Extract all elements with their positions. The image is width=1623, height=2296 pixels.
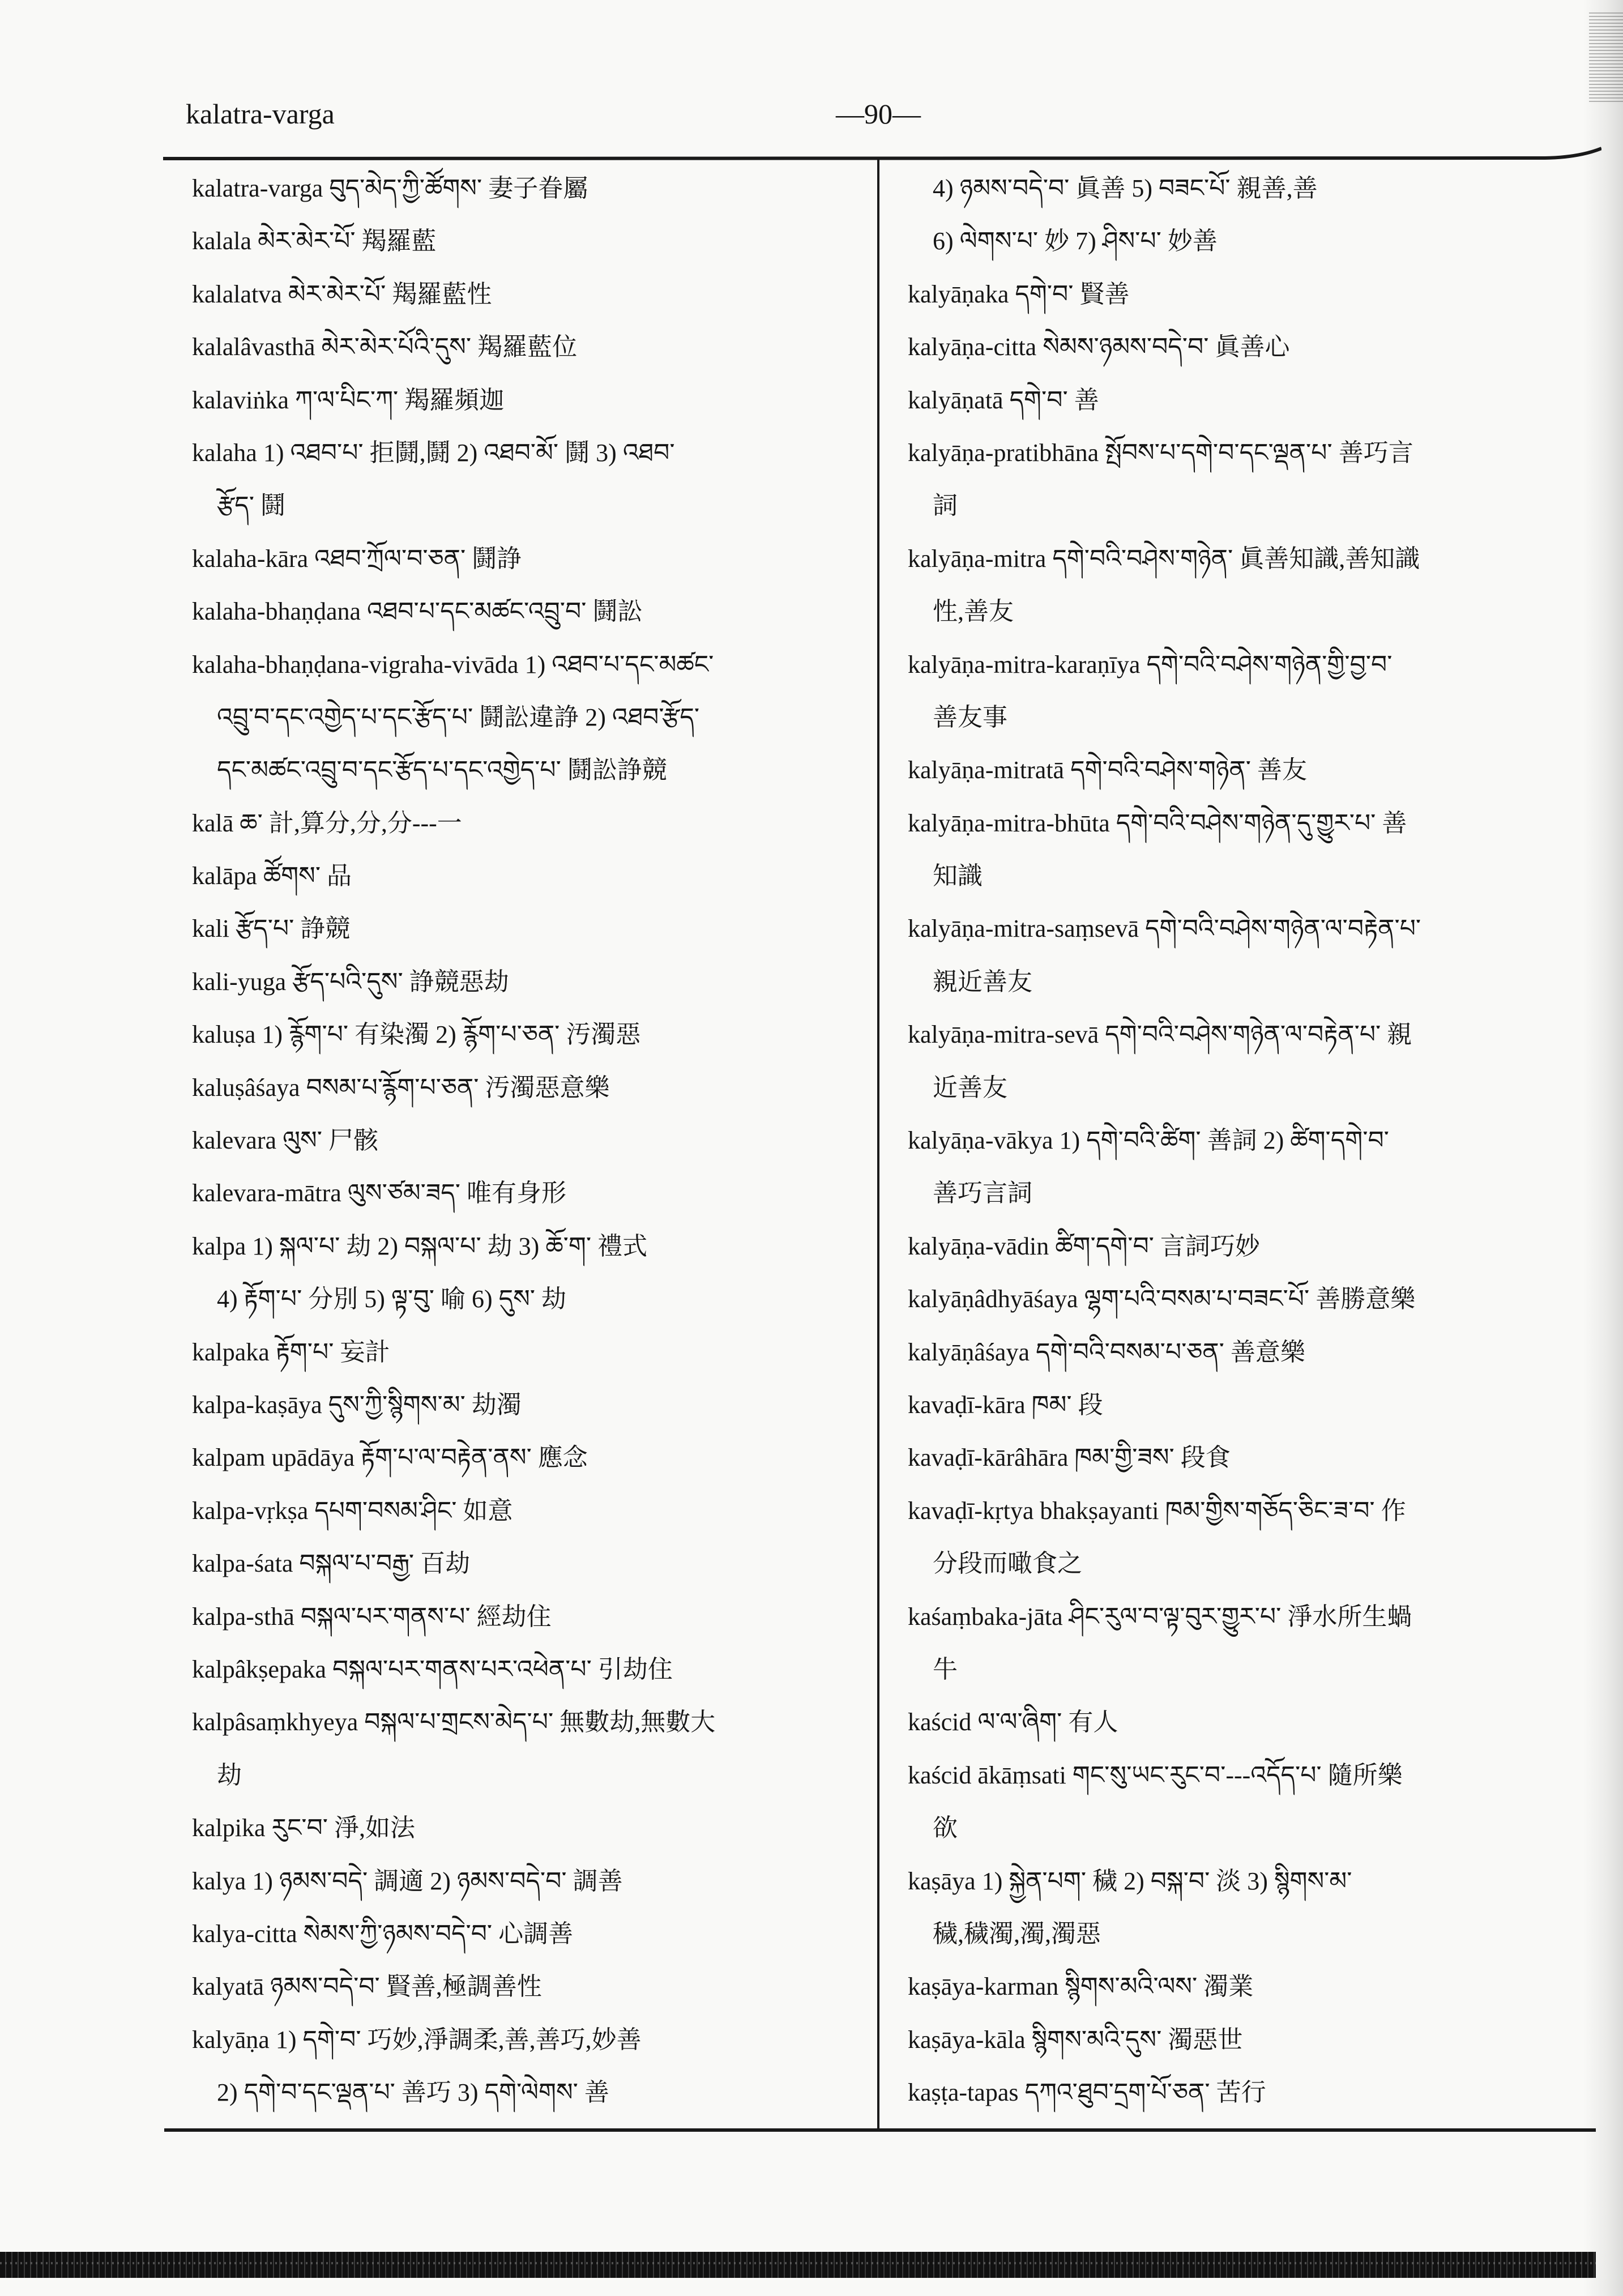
scan-edge-shadow: [1583, 0, 1623, 2296]
entry-continuation-line: 善友事: [933, 703, 1007, 731]
dictionary-entry: kalpika རུང་བ་ 淨,如法: [192, 1814, 415, 1842]
dictionary-entry: kalyāṇa-mitra དགེ་བའི་བཤེས་གཉེན་ 眞善知識,善知識: [908, 544, 1420, 573]
dictionary-entry: kaśaṃbaka-jāta ཤིང་རུལ་བ་ལྟ་བུར་གྱུར་པ་ 淨水所生蝸: [908, 1602, 1412, 1631]
entry-continuation-line: 劫: [217, 1761, 242, 1789]
dictionary-entry: kalpaka རྟོག་པ་ 妄計: [192, 1338, 390, 1366]
dictionary-entry: kaścid ākāṃsati གང་སུ་ཡང་རུང་བ་---འདོད་པ་ 隨所樂: [908, 1761, 1403, 1789]
dictionary-entry: kalā ཆ་ 計,算分,分,分---一: [192, 809, 462, 837]
dictionary-entry: kalyāṇâśaya དགེ་བའི་བསམ་པ་ཅན་ 善意樂: [908, 1338, 1305, 1366]
dictionary-entry: kavaḍī-kāra ཁམ་ 段: [908, 1390, 1103, 1419]
dictionary-entry: kalpa-sthā བསྐལ་པར་གནས་པ་ 經劫住: [192, 1602, 552, 1631]
dictionary-entry: kalevara ལུས་ 尸骸: [192, 1126, 378, 1155]
dictionary-entry: kaṣāya 1) སྐྱེན་པག་ 穢 2) བསྐ་བ་ 淡 3) སྙིགས་མ་: [908, 1867, 1352, 1895]
dictionary-entry: kalaha-bhaṇḍana-vigraha-vivāda 1) འཐབ་པ་དང་མཚང་: [192, 650, 714, 678]
dictionary-entry: kaluṣa 1) རྙོག་པ་ 有染濁 2) རྙོག་པ་ཅན་ 汚濁惡: [192, 1021, 641, 1049]
dictionary-entry: kalyāṇa-mitra-bhūta དགེ་བའི་བཤེས་གཉེན་དུ་གྱུར་པ་ 善: [908, 809, 1407, 837]
dictionary-entry: kalalâvasthā མེར་མེར་པོའི་དུས་ 羯羅藍位: [192, 333, 578, 361]
dictionary-entry: kaluṣâśaya བསམ་པ་རྙོག་པ་ཅན་ 汚濁惡意樂: [192, 1073, 610, 1102]
dictionary-entry: kalyāṇa-mitra-saṃsevā དགེ་བའི་བཤེས་གཉེན་ལ་བརྟེན་པ་: [908, 915, 1421, 943]
dictionary-entry: kalatra-varga བུད་མེད་ཀྱི་ཚོགས་ 妻子眷屬: [192, 174, 588, 202]
dictionary-entry: kalya 1) ཉམས་བདེ་ 調適 2) ཉམས་བདེ་བ་ 調善: [192, 1867, 623, 1895]
left-column: [192, 162, 872, 2127]
dictionary-entry: kalaha 1) འཐབ་པ་ 拒鬪,鬪 2) འཐབ་མོ་ 鬪 3) འཐབ་: [192, 438, 675, 467]
entry-continuation-line: 牛: [933, 1655, 958, 1683]
dictionary-entry: kali-yuga རྩོད་པའི་དུས་ 諍競惡劫: [192, 967, 509, 996]
entry-continuation-line: དང་མཚང་འབྲུ་བ་དང་རྩོད་པ་དང་འགྱེད་པ་ 鬪訟諍競: [217, 756, 667, 784]
dictionary-entry: kalyāṇa-citta སེམས་ཉམས་བདེ་བ་ 眞善心: [908, 333, 1290, 361]
dictionary-entry: kalyāṇaka དགེ་བ་ 賢善: [908, 280, 1130, 308]
dictionary-entry: kalaha-kāra འཐབ་ཀྲོལ་བ་ཅན་ 鬪諍: [192, 544, 522, 573]
dictionary-entry: kalāpa ཚོགས་ 品: [192, 862, 352, 890]
entry-continuation-line: འབྲུ་བ་དང་འགྱེད་པ་དང་རྩོད་པ་ 鬪訟違諍 2) འཐབ་རྩོད་: [217, 703, 700, 731]
dictionary-entry: kali རྩོད་པ་ 諍競: [192, 915, 351, 943]
entry-continuation-line: 4) རྟོག་པ་ 分別 5) ལྟ་བུ་ 喻 6) དུས་ 劫: [217, 1285, 567, 1313]
entry-continuation-line: 知識: [933, 862, 983, 890]
scan-border-texture: [0, 2262, 1596, 2264]
dictionary-entry: kalpa 1) སྐལ་པ་ 劫 2) བསྐལ་པ་ 劫 3) ཆོ་ག་ 禮式: [192, 1232, 648, 1260]
dictionary-entry: kalaha-bhaṇḍana འཐབ་པ་དང་མཚང་འབྲུ་བ་ 鬪訟: [192, 598, 643, 626]
entry-continuation-line: 4) ཉམས་བདེ་བ་ 眞善 5) བཟང་པོ་ 親善,善: [933, 174, 1318, 202]
entry-continuation-line: 欲: [933, 1814, 958, 1842]
dictionary-entry: kalpa-kaṣāya དུས་ཀྱི་སྙིགས་མ་ 劫濁: [192, 1390, 522, 1419]
entry-continuation-line: 親近善友: [933, 967, 1032, 996]
entry-continuation-line: 分段而噉食之: [933, 1550, 1082, 1578]
dictionary-entry: kalaviṅka ཀ་ལ་པིང་ཀ་ 羯羅頻迦: [192, 386, 505, 414]
dictionary-entry: kalpa-vṛkṣa དཔག་བསམ་ཤིང་ 如意: [192, 1496, 513, 1525]
dictionary-entry: kalyāṇa-mitra-karaṇīya དགེ་བའི་བཤེས་གཉེན་གྱི་བྱ་བ་: [908, 650, 1393, 678]
dictionary-entry: kalevara-mātra ལུས་ཙམ་ཟད་ 唯有身形: [192, 1179, 566, 1207]
dictionary-entry: kalya-citta སེམས་ཀྱི་ཉམས་བདེ་བ་ 心調善: [192, 1919, 574, 1948]
dictionary-entry: kalpam upādāya རྟོག་པ་ལ་བརྟེན་ནས་ 應念: [192, 1444, 588, 1472]
entry-continuation-line: རྩོད་ 鬪: [217, 492, 285, 520]
entry-continuation-line: 穢,穢濁,濁,濁惡: [933, 1919, 1101, 1948]
dictionary-entry: kalyatā ཉམས་བདེ་བ་ 賢善,極調善性: [192, 1973, 542, 2001]
entry-continuation-line: 2) དགེ་བ་དང་ལྡན་པ་ 善巧 3) དགེ་ལེགས་ 善: [217, 2079, 609, 2107]
dictionary-entry: kalyāṇa-mitratā དགེ་བའི་བཤེས་གཉེན་ 善友: [908, 756, 1307, 784]
scan-edge-smudge: [1589, 11, 1623, 102]
entry-continuation-line: 6) ལེགས་པ་ 妙 7) ཤིས་པ་ 妙善: [933, 227, 1218, 255]
dictionary-entry: kalala མེར་མེར་པོ་ 羯羅藍: [192, 227, 437, 255]
footer-rule: [164, 2128, 1596, 2132]
entry-continuation-line: 性,善友: [933, 598, 1014, 626]
dictionary-entry: kalalatva མེར་མེར་པོ་ 羯羅藍性: [192, 280, 492, 308]
dictionary-entry: kaścid ལ་ལ་ཞིག་ 有人: [908, 1708, 1118, 1736]
running-head: kalatra-varga: [186, 98, 335, 130]
entry-continuation-line: 近善友: [933, 1073, 1007, 1102]
dictionary-entry: kalpa-śata བསྐལ་པ་བརྒྱ་ 百劫: [192, 1550, 471, 1578]
dictionary-entry: kalyāṇatā དགེ་བ་ 善: [908, 386, 1099, 414]
column-divider: [877, 159, 879, 2131]
dictionary-entry: kalyāṇa-pratibhāna སྤོབས་པ་དགེ་བ་དང་ལྡན་པ་ 善巧言: [908, 438, 1413, 467]
dictionary-entry: kalyāṇa-mitra-sevā དགེ་བའི་བཤེས་གཉེན་ལ་བརྟེན་པ་ 親: [908, 1021, 1412, 1049]
dictionary-entry: kavaḍī-kṛtya bhakṣayanti ཁམ་གྱིས་གཅོད་ཅིང་ཟ་བ་ 作: [908, 1496, 1406, 1525]
dictionary-entry: kalyāṇa 1) དགེ་བ་ 巧妙,淨調柔,善,善巧,妙善: [192, 2025, 642, 2054]
dictionary-entry: kavaḍī-kārâhāra ཁམ་གྱི་ཟས་ 段食: [908, 1444, 1231, 1472]
scan-border-strip: [0, 2252, 1596, 2278]
dictionary-entry: kalyāṇâdhyāśaya ལྷག་པའི་བསམ་པ་བཟང་པོ་ 善勝意樂: [908, 1285, 1416, 1313]
dictionary-entry: kaṣāya-karman སྙིགས་མའི་ལས་ 濁業: [908, 1973, 1254, 2001]
dictionary-entry: kaṣṭa-tapas དཀའ་ཐུབ་དྲག་པོ་ཅན་ 苦行: [908, 2079, 1266, 2107]
entry-continuation-line: 詞: [933, 492, 958, 520]
dictionary-entry: kalpâsaṃkhyeya བསྐལ་པ་གྲངས་མེད་པ་ 無數劫,無數大: [192, 1708, 716, 1736]
header-rule: [163, 142, 1601, 164]
dictionary-entry: kalyāṇa-vādin ཚིག་དགེ་བ་ 言詞巧妙: [908, 1232, 1260, 1260]
dictionary-entry: kaṣāya-kāla སྙིགས་མའི་དུས་ 濁惡世: [908, 2025, 1243, 2054]
page-number: —90—: [836, 98, 921, 130]
entry-continuation-line: 善巧言詞: [933, 1179, 1032, 1207]
right-column: [908, 162, 1596, 2127]
dictionary-entry: kalpâkṣepaka བསྐལ་པར་གནས་པར་འཕེན་པ་ 引劫住: [192, 1655, 673, 1683]
dictionary-entry: kalyāṇa-vākya 1) དགེ་བའི་ཚིག་ 善詞 2) ཚིག་དགེ་བ་: [908, 1126, 1389, 1155]
